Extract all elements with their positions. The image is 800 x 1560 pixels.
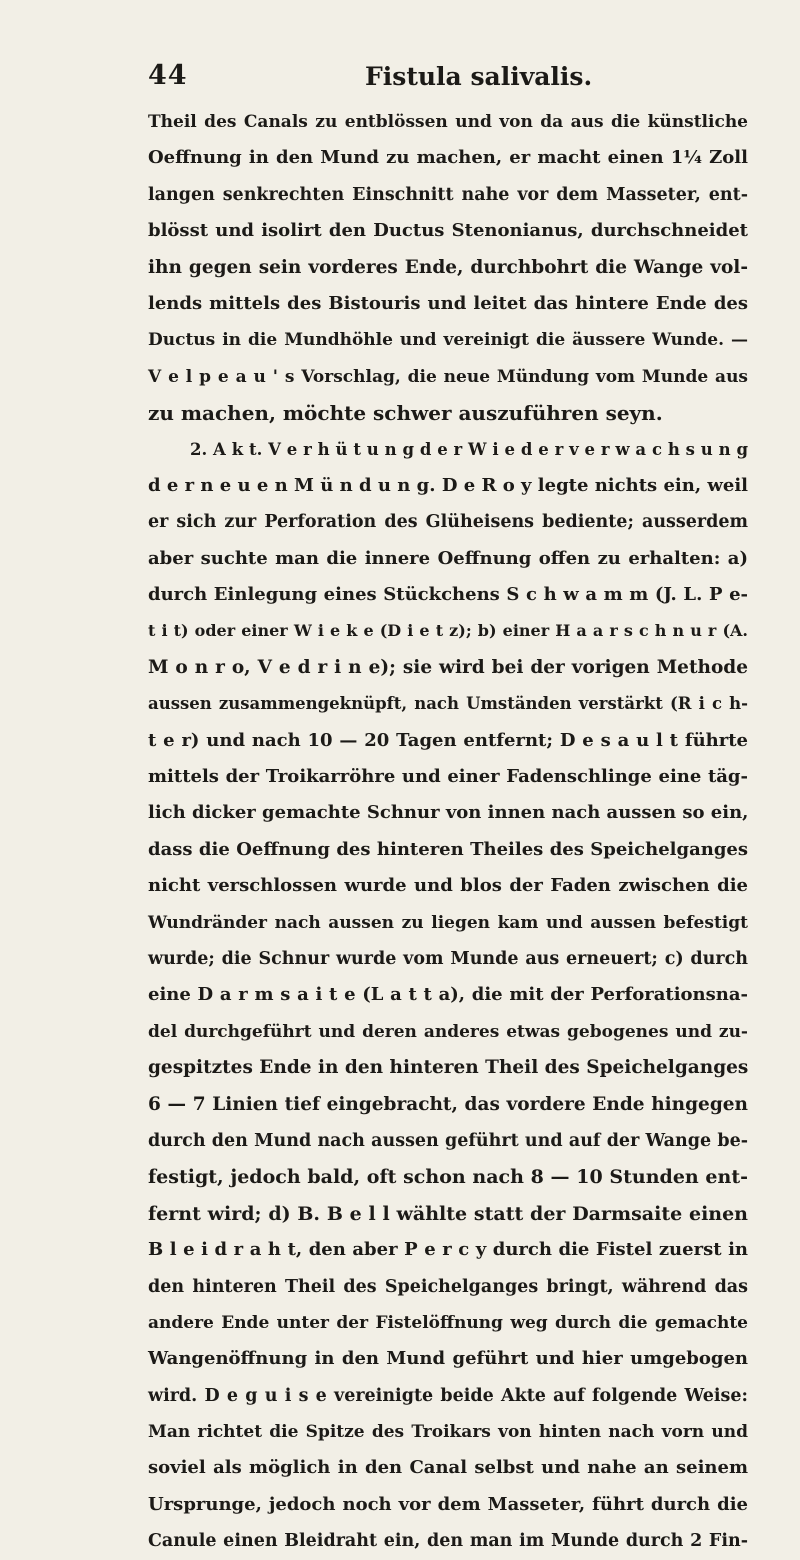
text-line: gespitztes Ende in den hinteren Theil des Speichelganges [148,1057,749,1079]
text-line: eine D a r m s a i t e (L a t t a), die mit der Perforationsna- [148,984,748,1006]
text-line: wurde; die Schnur wurde vom Munde aus erneuert; c) durch [148,948,748,969]
text-line: den hinteren Theil des Speichelganges bringt, während das [148,1276,748,1297]
text-line: durch Einlegung eines Stückchens S c h w a m m (J. L. P e- [148,584,748,606]
page-number: 44 [148,60,188,91]
text-line: Oeffnung in den Mund zu machen, er macht einen 1¼ Zoll [148,147,748,169]
text-line: d e r n e u e n M ü n d u n g. D e R o y legte nichts ein, weil [148,474,748,496]
text-line: V e l p e a u ' s Vorschlag, die neue Mündung vom Munde aus [148,366,748,387]
running-title: Fistula salivalis. [365,62,593,91]
text-line: 2. A k t. V e r h ü t u n g d e r W i e d e r v e r w a c h s u n g [190,439,748,459]
text-line: zu machen, möchte schwer auszuführen seyn. [148,401,663,426]
text-line: durch den Mund nach aussen geführt und auf der Wange be- [148,1130,748,1151]
text-line: langen senkrechten Einschnitt nahe vor dem Masseter, ent- [148,184,748,205]
text-line: wird. D e g u i s e vereinigte beide Akte auf folgende Weise: [148,1385,748,1406]
text-line: B l e i d r a h t, den aber P e r c y durch die Fistel zuerst in [148,1239,748,1261]
text-line: lich dicker gemachte Schnur von innen nach aussen so ein, [148,802,749,824]
text-line: ihn gegen sein vorderes Ende, durchbohrt die Wange vol- [148,256,748,278]
body-text [148,104,748,1560]
text-line: soviel als möglich in den Canal selbst und nahe an seinem [148,1457,748,1479]
text-line: er sich zur Perforation des Glüheisens bediente; ausserdem [148,512,748,533]
text-line: dass die Oeffnung des hinteren Theiles des Speichelganges [148,838,748,860]
text-line: mittels der Troikarröhre und einer Fadenschlinge eine täg- [148,766,748,788]
page-header [148,60,740,100]
text-line: andere Ende unter der Fistelöffnung weg durch die gemachte [148,1312,748,1333]
text-line: Theil des Canals zu entblössen und von da aus die künstliche [148,112,748,132]
text-line: Canule einen Bleidraht ein, den man im Munde durch 2 Fin- [148,1531,748,1552]
text-line: Ursprunge, jedoch noch vor dem Masseter, führt durch die [148,1493,748,1515]
text-line: lends mittels des Bistouris und leitet das hintere Ende des [148,292,748,314]
text-line: M o n r o, V e d r i n e); sie wird bei der vorigen Methode [148,656,748,678]
text-line: t e r) und nach 10 — 20 Tagen entfernt; D e s a u l t führte [148,729,748,751]
text-line: Ductus in die Mundhöhle und vereinigt die äussere Wunde. — [148,330,748,351]
text-line: fernt wird; d) B. B e l l wählte statt der Darmsaite einen [148,1202,748,1225]
text-line: aussen zusammengeknüpft, nach Umständen verstärkt (R i c h- [148,694,748,714]
text-line: blösst und isolirt den Ductus Stenonianus, durchschneidet [148,220,748,242]
text-line: festigt, jedoch bald, oft schon nach 8 — 10 Stunden ent- [148,1166,748,1189]
text-line: nicht verschlossen wurde und blos der Faden zwischen die [148,875,748,897]
text-line: aber suchte man die innere Oeffnung offen zu erhalten: a) [148,547,748,569]
text-line: 6 — 7 Linien tief eingebracht, das vordere Ende hingegen [148,1093,748,1115]
text-line: del durchgeführt und deren anderes etwas gebogenes und zu- [148,1021,748,1042]
text-line: Wundränder nach aussen zu liegen kam und aussen befestigt [148,912,748,933]
text-line: Man richtet die Spitze des Troikars von hinten nach vorn und [148,1422,748,1443]
text-line: t i t) oder einer W i e k e (D i e t z); b) einer H a a r s c h n u r (A. [148,621,748,641]
text-line: Wangenöffnung in den Mund geführt und hier umgebogen [148,1348,748,1370]
